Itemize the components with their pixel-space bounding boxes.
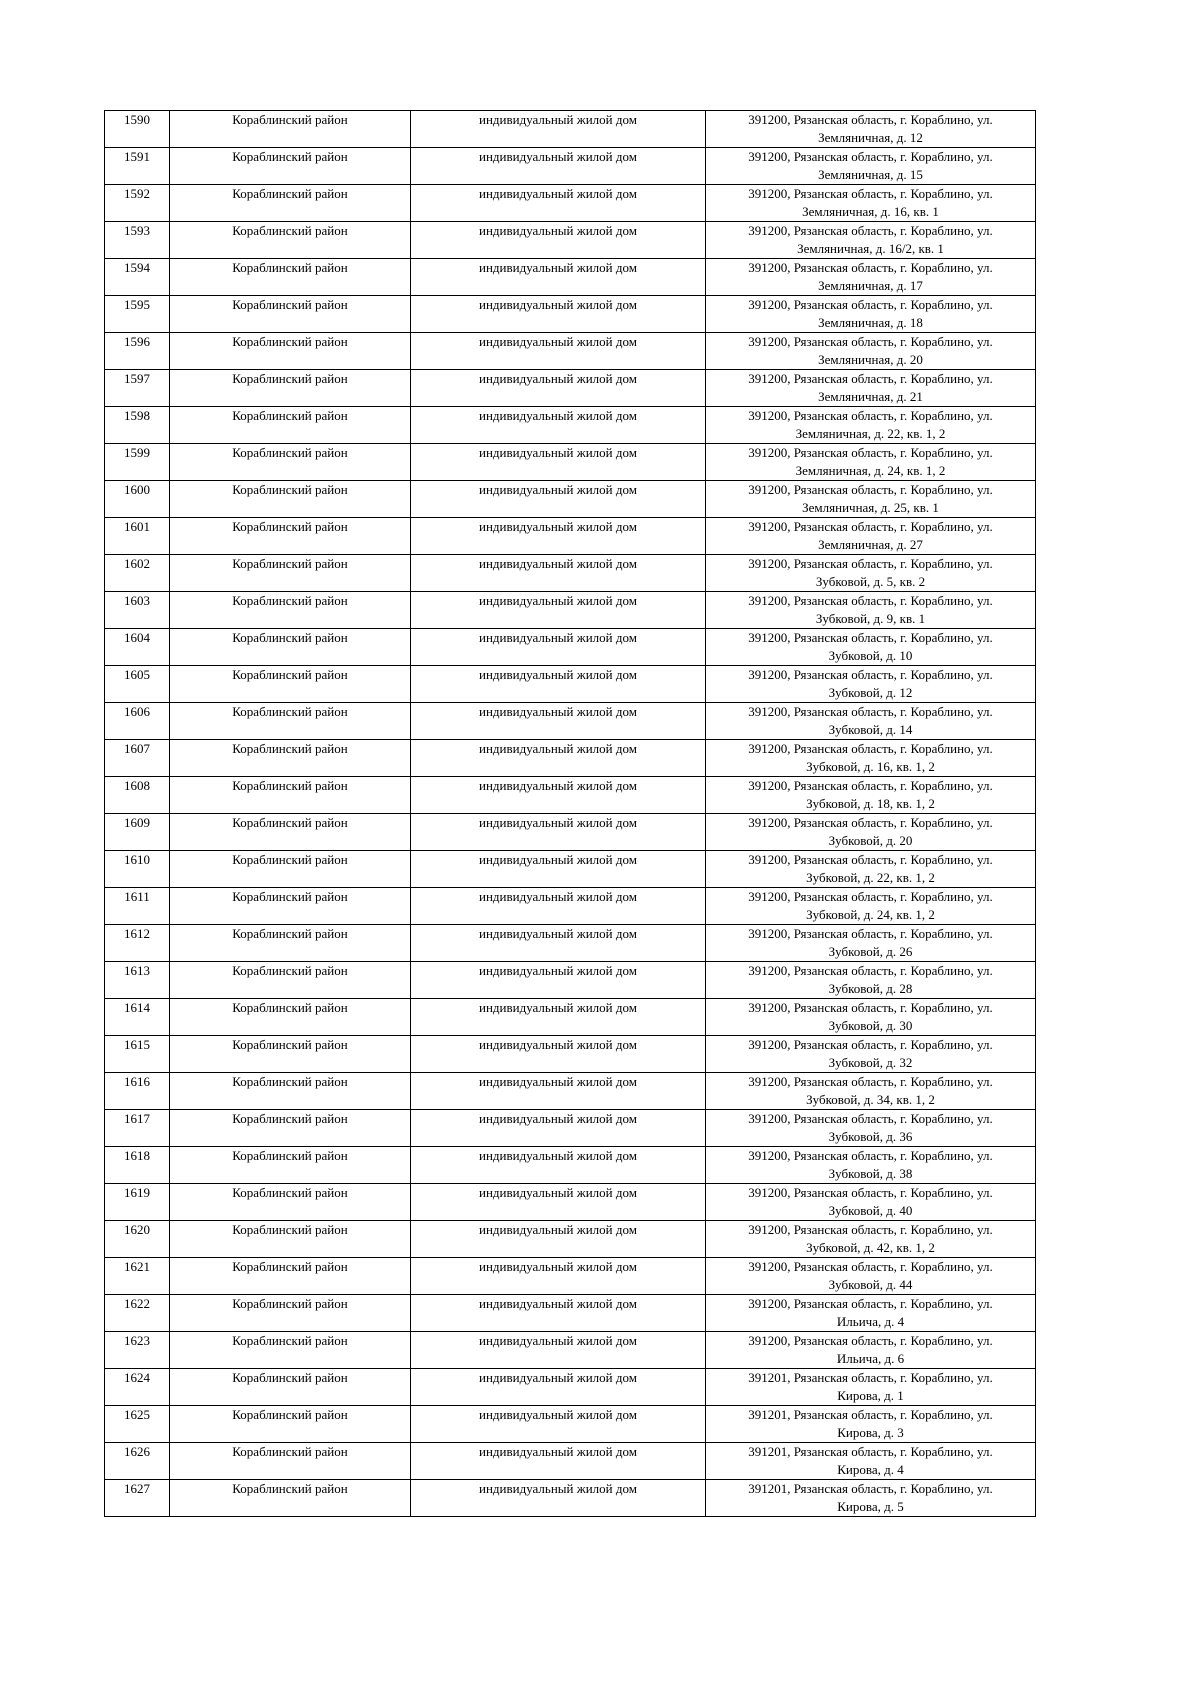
- table-row: [105, 1369, 1036, 1406]
- address-line-1: 391200, Рязанская область, г. Кораблино, ул.: [748, 1148, 993, 1163]
- district-cell: Кораблинский район: [170, 1406, 411, 1443]
- object-type-cell: индивидуальный жилой дом: [411, 1443, 706, 1480]
- row-number-cell: 1606: [105, 703, 170, 740]
- address-line-2: Земляничная, д. 16/2, кв. 1: [797, 241, 944, 256]
- object-type-cell: индивидуальный жилой дом: [411, 1110, 706, 1147]
- row-number-cell: 1619: [105, 1184, 170, 1221]
- object-type-cell: индивидуальный жилой дом: [411, 1184, 706, 1221]
- address-line-2: Зубковой, д. 10: [828, 648, 913, 663]
- table-row: [105, 222, 1036, 259]
- registry-table-body: [105, 111, 1036, 1517]
- row-number-cell: 1597: [105, 370, 170, 407]
- address-cell: [706, 222, 1036, 259]
- address-line-2: Земляничная, д. 25, кв. 1: [802, 500, 939, 515]
- object-type-cell: индивидуальный жилой дом: [411, 518, 706, 555]
- district-cell: Кораблинский район: [170, 1443, 411, 1480]
- object-type-cell: индивидуальный жилой дом: [411, 1147, 706, 1184]
- address-line-2: Зубковой, д. 44: [828, 1277, 913, 1292]
- address-line-2: Земляничная, д. 18: [818, 315, 923, 330]
- object-type-cell: индивидуальный жилой дом: [411, 703, 706, 740]
- address-cell: [706, 518, 1036, 555]
- row-number-cell: 1609: [105, 814, 170, 851]
- table-row: [105, 888, 1036, 925]
- address-cell: [706, 703, 1036, 740]
- address-line-1: 391200, Рязанская область, г. Кораблино, ул.: [748, 408, 993, 423]
- address-cell: [706, 1184, 1036, 1221]
- address-cell: [706, 370, 1036, 407]
- address-line-2: Земляничная, д. 24, кв. 1, 2: [795, 463, 946, 478]
- address-cell: [706, 481, 1036, 518]
- address-line-1: 391200, Рязанская область, г. Кораблино, ул.: [748, 1074, 993, 1089]
- object-type-cell: индивидуальный жилой дом: [411, 185, 706, 222]
- district-cell: Кораблинский район: [170, 814, 411, 851]
- row-number-cell: 1623: [105, 1332, 170, 1369]
- district-cell: Кораблинский район: [170, 703, 411, 740]
- row-number-cell: 1599: [105, 444, 170, 481]
- address-line-1: 391200, Рязанская область, г. Кораблино, ул.: [748, 371, 993, 386]
- address-cell: [706, 1073, 1036, 1110]
- row-number-cell: 1596: [105, 333, 170, 370]
- address-line-1: 391200, Рязанская область, г. Кораблино, ул.: [748, 1000, 993, 1015]
- address-line-1: 391200, Рязанская область, г. Кораблино, ул.: [748, 1333, 993, 1348]
- object-type-cell: индивидуальный жилой дом: [411, 666, 706, 703]
- address-line-2: Ильича, д. 4: [836, 1314, 905, 1329]
- row-number-cell: 1603: [105, 592, 170, 629]
- address-line-1: 391200, Рязанская область, г. Кораблино, ул.: [748, 1296, 993, 1311]
- address-line-1: 391200, Рязанская область, г. Кораблино, ул.: [748, 445, 993, 460]
- table-row: [105, 592, 1036, 629]
- document-page: [104, 110, 1031, 1517]
- row-number-cell: 1590: [105, 111, 170, 148]
- address-line-1: 391200, Рязанская область, г. Кораблино, ул.: [748, 593, 993, 608]
- district-cell: Кораблинский район: [170, 296, 411, 333]
- object-type-cell: индивидуальный жилой дом: [411, 629, 706, 666]
- address-line-1: 391200, Рязанская область, г. Кораблино, ул.: [748, 223, 993, 238]
- row-number-cell: 1616: [105, 1073, 170, 1110]
- district-cell: Кораблинский район: [170, 148, 411, 185]
- object-type-cell: индивидуальный жилой дом: [411, 740, 706, 777]
- address-line-1: 391200, Рязанская область, г. Кораблино, ул.: [748, 889, 993, 904]
- object-type-cell: индивидуальный жилой дом: [411, 333, 706, 370]
- district-cell: Кораблинский район: [170, 1295, 411, 1332]
- table-row: [105, 1480, 1036, 1517]
- address-line-2: Земляничная, д. 20: [818, 352, 923, 367]
- table-row: [105, 1184, 1036, 1221]
- address-line-2: Земляничная, д. 15: [818, 167, 923, 182]
- row-number-cell: 1621: [105, 1258, 170, 1295]
- row-number-cell: 1605: [105, 666, 170, 703]
- address-line-1: 391200, Рязанская область, г. Кораблино, ул.: [748, 815, 993, 830]
- address-line-2: Зубковой, д. 40: [828, 1203, 913, 1218]
- address-cell: [706, 1147, 1036, 1184]
- object-type-cell: индивидуальный жилой дом: [411, 962, 706, 999]
- address-line-2: Кирова, д. 1: [837, 1388, 904, 1403]
- address-line-1: 391200, Рязанская область, г. Кораблино, ул.: [748, 260, 993, 275]
- object-type-cell: индивидуальный жилой дом: [411, 999, 706, 1036]
- address-cell: [706, 1221, 1036, 1258]
- row-number-cell: 1601: [105, 518, 170, 555]
- address-line-1: 391200, Рязанская область, г. Кораблино, ул.: [748, 1222, 993, 1237]
- object-type-cell: индивидуальный жилой дом: [411, 222, 706, 259]
- address-line-1: 391200, Рязанская область, г. Кораблино, ул.: [748, 630, 993, 645]
- district-cell: Кораблинский район: [170, 629, 411, 666]
- district-cell: Кораблинский район: [170, 111, 411, 148]
- table-row: [105, 1110, 1036, 1147]
- district-cell: Кораблинский район: [170, 555, 411, 592]
- object-type-cell: индивидуальный жилой дом: [411, 814, 706, 851]
- district-cell: Кораблинский район: [170, 592, 411, 629]
- address-line-2: Зубковой, д. 22, кв. 1, 2: [806, 870, 935, 885]
- address-line-1: 391200, Рязанская область, г. Кораблино, ул.: [748, 334, 993, 349]
- district-cell: Кораблинский район: [170, 370, 411, 407]
- address-line-1: 391200, Рязанская область, г. Кораблино, ул.: [748, 667, 993, 682]
- address-cell: [706, 851, 1036, 888]
- district-cell: Кораблинский район: [170, 1073, 411, 1110]
- address-line-1: 391200, Рязанская область, г. Кораблино, ул.: [748, 926, 993, 941]
- address-line-2: Земляничная, д. 16, кв. 1: [802, 204, 939, 219]
- address-cell: [706, 666, 1036, 703]
- district-cell: Кораблинский район: [170, 185, 411, 222]
- address-line-2: Зубковой, д. 30: [828, 1018, 913, 1033]
- address-cell: [706, 1110, 1036, 1147]
- row-number-cell: 1592: [105, 185, 170, 222]
- address-cell: [706, 1480, 1036, 1517]
- table-row: [105, 444, 1036, 481]
- address-line-2: Зубковой, д. 12: [828, 685, 913, 700]
- address-line-1: 391200, Рязанская область, г. Кораблино, ул.: [748, 852, 993, 867]
- row-number-cell: 1614: [105, 999, 170, 1036]
- address-line-2: Зубковой, д. 28: [828, 981, 913, 996]
- address-line-2: Зубковой, д. 26: [828, 944, 913, 959]
- address-cell: [706, 1369, 1036, 1406]
- object-type-cell: индивидуальный жилой дом: [411, 148, 706, 185]
- table-row: [105, 962, 1036, 999]
- address-cell: [706, 1036, 1036, 1073]
- row-number-cell: 1600: [105, 481, 170, 518]
- table-row: [105, 481, 1036, 518]
- address-line-1: 391200, Рязанская область, г. Кораблино, ул.: [748, 112, 993, 127]
- row-number-cell: 1627: [105, 1480, 170, 1517]
- table-row: [105, 148, 1036, 185]
- address-cell: [706, 1332, 1036, 1369]
- address-line-1: 391200, Рязанская область, г. Кораблино, ул.: [748, 1037, 993, 1052]
- address-cell: [706, 407, 1036, 444]
- address-line-1: 391200, Рязанская область, г. Кораблино, ул.: [748, 1185, 993, 1200]
- address-line-2: Зубковой, д. 38: [828, 1166, 913, 1181]
- row-number-cell: 1598: [105, 407, 170, 444]
- address-line-1: 391200, Рязанская область, г. Кораблино, ул.: [748, 297, 993, 312]
- object-type-cell: индивидуальный жилой дом: [411, 925, 706, 962]
- address-line-2: Зубковой, д. 36: [828, 1129, 913, 1144]
- table-row: [105, 1073, 1036, 1110]
- row-number-cell: 1607: [105, 740, 170, 777]
- district-cell: Кораблинский район: [170, 888, 411, 925]
- address-line-1: 391200, Рязанская область, г. Кораблино, ул.: [748, 778, 993, 793]
- table-row: [105, 370, 1036, 407]
- row-number-cell: 1626: [105, 1443, 170, 1480]
- address-line-2: Зубковой, д. 9, кв. 1: [815, 611, 926, 626]
- address-cell: [706, 962, 1036, 999]
- object-type-cell: индивидуальный жилой дом: [411, 1295, 706, 1332]
- table-row: [105, 555, 1036, 592]
- district-cell: Кораблинский район: [170, 1221, 411, 1258]
- object-type-cell: индивидуальный жилой дом: [411, 1036, 706, 1073]
- table-row: [105, 629, 1036, 666]
- address-line-1: 391201, Рязанская область, г. Кораблино, ул.: [748, 1481, 993, 1496]
- address-cell: [706, 333, 1036, 370]
- object-type-cell: индивидуальный жилой дом: [411, 444, 706, 481]
- object-type-cell: индивидуальный жилой дом: [411, 259, 706, 296]
- address-cell: [706, 1295, 1036, 1332]
- address-line-2: Земляничная, д. 17: [818, 278, 923, 293]
- address-line-2: Зубковой, д. 34, кв. 1, 2: [806, 1092, 935, 1107]
- object-type-cell: индивидуальный жилой дом: [411, 1221, 706, 1258]
- object-type-cell: индивидуальный жилой дом: [411, 1073, 706, 1110]
- district-cell: Кораблинский район: [170, 1147, 411, 1184]
- address-cell: [706, 888, 1036, 925]
- row-number-cell: 1591: [105, 148, 170, 185]
- row-number-cell: 1611: [105, 888, 170, 925]
- table-row: [105, 777, 1036, 814]
- district-cell: Кораблинский район: [170, 1480, 411, 1517]
- address-line-1: 391200, Рязанская область, г. Кораблино, ул.: [748, 963, 993, 978]
- object-type-cell: индивидуальный жилой дом: [411, 555, 706, 592]
- address-cell: [706, 555, 1036, 592]
- district-cell: Кораблинский район: [170, 407, 411, 444]
- address-line-2: Кирова, д. 3: [837, 1425, 904, 1440]
- object-type-cell: индивидуальный жилой дом: [411, 1332, 706, 1369]
- object-type-cell: индивидуальный жилой дом: [411, 1480, 706, 1517]
- address-line-1: 391200, Рязанская область, г. Кораблино, ул.: [748, 704, 993, 719]
- object-type-cell: индивидуальный жилой дом: [411, 296, 706, 333]
- table-row: [105, 851, 1036, 888]
- registry-table: [104, 110, 1036, 1517]
- table-row: [105, 740, 1036, 777]
- district-cell: Кораблинский район: [170, 518, 411, 555]
- row-number-cell: 1624: [105, 1369, 170, 1406]
- object-type-cell: индивидуальный жилой дом: [411, 111, 706, 148]
- address-line-2: Зубковой, д. 32: [828, 1055, 913, 1070]
- object-type-cell: индивидуальный жилой дом: [411, 777, 706, 814]
- address-cell: [706, 999, 1036, 1036]
- address-line-1: 391201, Рязанская область, г. Кораблино, ул.: [748, 1370, 993, 1385]
- table-row: [105, 666, 1036, 703]
- address-line-2: Ильича, д. 6: [836, 1351, 905, 1366]
- object-type-cell: индивидуальный жилой дом: [411, 370, 706, 407]
- row-number-cell: 1604: [105, 629, 170, 666]
- address-line-2: Земляничная, д. 22, кв. 1, 2: [795, 426, 946, 441]
- object-type-cell: индивидуальный жилой дом: [411, 592, 706, 629]
- table-row: [105, 296, 1036, 333]
- district-cell: Кораблинский район: [170, 1184, 411, 1221]
- table-row: [105, 407, 1036, 444]
- row-number-cell: 1610: [105, 851, 170, 888]
- address-line-2: Зубковой, д. 14: [828, 722, 913, 737]
- district-cell: Кораблинский район: [170, 444, 411, 481]
- row-number-cell: 1612: [105, 925, 170, 962]
- address-line-1: 391200, Рязанская область, г. Кораблино, ул.: [748, 556, 993, 571]
- table-row: [105, 1332, 1036, 1369]
- address-cell: [706, 740, 1036, 777]
- address-line-2: Кирова, д. 5: [837, 1499, 904, 1514]
- address-line-2: Земляничная, д. 27: [818, 537, 923, 552]
- district-cell: Кораблинский район: [170, 481, 411, 518]
- table-row: [105, 925, 1036, 962]
- address-cell: [706, 259, 1036, 296]
- table-row: [105, 185, 1036, 222]
- address-cell: [706, 296, 1036, 333]
- table-row: [105, 1295, 1036, 1332]
- district-cell: Кораблинский район: [170, 925, 411, 962]
- row-number-cell: 1602: [105, 555, 170, 592]
- district-cell: Кораблинский район: [170, 1369, 411, 1406]
- table-row: [105, 1036, 1036, 1073]
- district-cell: Кораблинский район: [170, 1258, 411, 1295]
- address-cell: [706, 1443, 1036, 1480]
- row-number-cell: 1617: [105, 1110, 170, 1147]
- table-row: [105, 1258, 1036, 1295]
- district-cell: Кораблинский район: [170, 1332, 411, 1369]
- address-line-1: 391201, Рязанская область, г. Кораблино, ул.: [748, 1407, 993, 1422]
- row-number-cell: 1608: [105, 777, 170, 814]
- district-cell: Кораблинский район: [170, 777, 411, 814]
- address-line-1: 391200, Рязанская область, г. Кораблино, ул.: [748, 1259, 993, 1274]
- address-line-1: 391200, Рязанская область, г. Кораблино, ул.: [748, 741, 993, 756]
- district-cell: Кораблинский район: [170, 1036, 411, 1073]
- table-row: [105, 1406, 1036, 1443]
- object-type-cell: индивидуальный жилой дом: [411, 481, 706, 518]
- address-line-2: Зубковой, д. 42, кв. 1, 2: [806, 1240, 935, 1255]
- row-number-cell: 1622: [105, 1295, 170, 1332]
- district-cell: Кораблинский район: [170, 999, 411, 1036]
- object-type-cell: индивидуальный жилой дом: [411, 1406, 706, 1443]
- address-cell: [706, 592, 1036, 629]
- address-cell: [706, 1406, 1036, 1443]
- district-cell: Кораблинский район: [170, 666, 411, 703]
- address-line-2: Земляничная, д. 12: [818, 130, 923, 145]
- address-cell: [706, 444, 1036, 481]
- district-cell: Кораблинский район: [170, 851, 411, 888]
- district-cell: Кораблинский район: [170, 259, 411, 296]
- table-row: [105, 1443, 1036, 1480]
- table-row: [105, 518, 1036, 555]
- object-type-cell: индивидуальный жилой дом: [411, 1369, 706, 1406]
- table-row: [105, 703, 1036, 740]
- address-cell: [706, 814, 1036, 851]
- row-number-cell: 1625: [105, 1406, 170, 1443]
- address-cell: [706, 111, 1036, 148]
- table-row: [105, 814, 1036, 851]
- district-cell: Кораблинский район: [170, 222, 411, 259]
- district-cell: Кораблинский район: [170, 962, 411, 999]
- table-row: [105, 1147, 1036, 1184]
- row-number-cell: 1618: [105, 1147, 170, 1184]
- object-type-cell: индивидуальный жилой дом: [411, 888, 706, 925]
- address-line-2: Зубковой, д. 20: [828, 833, 913, 848]
- address-cell: [706, 1258, 1036, 1295]
- address-line-2: Зубковой, д. 5, кв. 2: [815, 574, 926, 589]
- address-line-1: 391200, Рязанская область, г. Кораблино, ул.: [748, 1111, 993, 1126]
- address-line-1: 391200, Рязанская область, г. Кораблино, ул.: [748, 519, 993, 534]
- address-cell: [706, 185, 1036, 222]
- address-line-2: Земляничная, д. 21: [818, 389, 923, 404]
- district-cell: Кораблинский район: [170, 1110, 411, 1147]
- address-cell: [706, 777, 1036, 814]
- row-number-cell: 1620: [105, 1221, 170, 1258]
- object-type-cell: индивидуальный жилой дом: [411, 407, 706, 444]
- table-row: [105, 259, 1036, 296]
- address-line-2: Зубковой, д. 18, кв. 1, 2: [806, 796, 935, 811]
- address-cell: [706, 925, 1036, 962]
- address-line-1: 391200, Рязанская область, г. Кораблино, ул.: [748, 149, 993, 164]
- address-cell: [706, 629, 1036, 666]
- table-row: [105, 1221, 1036, 1258]
- district-cell: Кораблинский район: [170, 333, 411, 370]
- row-number-cell: 1593: [105, 222, 170, 259]
- object-type-cell: индивидуальный жилой дом: [411, 851, 706, 888]
- table-row: [105, 333, 1036, 370]
- row-number-cell: 1613: [105, 962, 170, 999]
- object-type-cell: индивидуальный жилой дом: [411, 1258, 706, 1295]
- address-line-1: 391200, Рязанская область, г. Кораблино, ул.: [748, 482, 993, 497]
- address-line-2: Зубковой, д. 16, кв. 1, 2: [806, 759, 935, 774]
- district-cell: Кораблинский район: [170, 740, 411, 777]
- table-row: [105, 999, 1036, 1036]
- row-number-cell: 1594: [105, 259, 170, 296]
- address-cell: [706, 148, 1036, 185]
- address-line-1: 391201, Рязанская область, г. Кораблино, ул.: [748, 1444, 993, 1459]
- row-number-cell: 1615: [105, 1036, 170, 1073]
- address-line-2: Кирова, д. 4: [837, 1462, 904, 1477]
- table-row: [105, 111, 1036, 148]
- row-number-cell: 1595: [105, 296, 170, 333]
- address-line-2: Зубковой, д. 24, кв. 1, 2: [806, 907, 935, 922]
- address-line-1: 391200, Рязанская область, г. Кораблино, ул.: [748, 186, 993, 201]
